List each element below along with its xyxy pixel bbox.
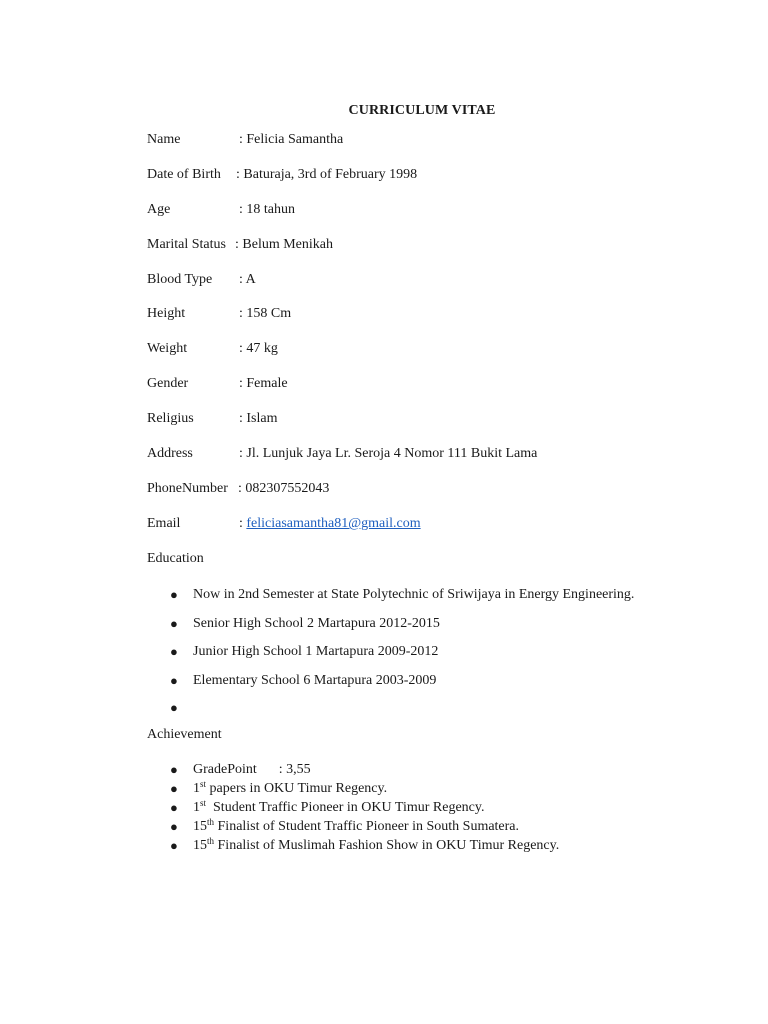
gradepoint-value: : 3,55 [278, 762, 311, 777]
achievement-rank-suffix: th [207, 836, 215, 846]
education-item-text: Junior High School 1 Martapura 2009-2012 [193, 644, 439, 659]
field-height [147, 305, 292, 323]
field-label: Weight [147, 341, 188, 356]
field-religion [147, 410, 278, 428]
bullet-dot-icon: ● [170, 819, 178, 834]
field-weight [147, 340, 278, 358]
field-label: Address [147, 446, 193, 461]
field-label: Religius [147, 411, 194, 426]
email-link[interactable]: feliciasamantha81@gmail.com [246, 516, 421, 531]
achievement-item-text [193, 838, 559, 854]
achievement-item-text [193, 819, 519, 835]
achievement-rank-suffix: st [200, 798, 207, 808]
achievement-rank-suffix: th [207, 817, 215, 827]
education-item-text: Elementary School 6 Martapura 2003-2009 [193, 673, 437, 688]
field-gender [147, 375, 288, 393]
field-value: : 158 Cm [239, 306, 292, 321]
bullet-dot-icon: ● [170, 800, 178, 815]
achievement-rank: 15 [193, 838, 207, 853]
field-value: : 18 tahun [239, 202, 295, 217]
field-value: : 082307552043 [238, 481, 330, 496]
achievement-item-text [193, 762, 311, 778]
education-item-text: Senior High School 2 Martapura 2012-2015 [193, 616, 440, 631]
achievement-desc: papers in OKU Timur Regency. [206, 781, 388, 796]
field-value: : Belum Menikah [235, 237, 333, 252]
achievement-rank-suffix: st [200, 779, 207, 789]
bullet-dot-icon: ● [170, 616, 178, 631]
gradepoint-label: GradePoint [193, 762, 257, 777]
achievement-desc: Finalist of Muslimah Fashion Show in OKU Timur Regency. [214, 838, 560, 853]
achievement-rank: 1 [193, 781, 200, 796]
education-heading: Education [147, 551, 204, 566]
achievement-rank: 1 [193, 800, 200, 815]
field-label: Marital Status [147, 237, 226, 252]
bullet-dot-icon: ● [170, 673, 178, 688]
field-label: PhoneNumber [147, 481, 228, 496]
field-name [147, 131, 344, 149]
field-age [147, 201, 295, 219]
bullet-dot-icon: ● [170, 781, 178, 796]
field-value: : Felicia Samantha [239, 132, 344, 147]
field-date-of-birth [147, 166, 418, 184]
field-label: Date of Birth [147, 167, 221, 182]
education-item-text: Now in 2nd Semester at State Polytechnic of Sriwijaya in Energy Engineering. [193, 587, 635, 602]
field-phone-number [147, 480, 330, 498]
field-value: : A [239, 272, 256, 287]
field-label: Name [147, 132, 181, 147]
achievement-item-text [193, 800, 484, 816]
field-value: : Baturaja, 3rd of February 1998 [236, 167, 418, 182]
field-value: : Jl. Lunjuk Jaya Lr. Seroja 4 Nomor 111 Bukit Lama [239, 446, 538, 461]
bullet-dot-icon: ● [170, 644, 178, 659]
field-address [147, 445, 538, 463]
achievement-heading: Achievement [147, 727, 222, 742]
bullet-dot-icon: ● [170, 838, 178, 853]
field-value: : 47 kg [239, 341, 278, 356]
field-value: : Islam [239, 411, 278, 426]
bullet-dot-icon: ● [170, 587, 178, 602]
field-label: Height [147, 306, 186, 321]
field-email [147, 515, 421, 533]
field-value [239, 515, 421, 533]
field-label: Gender [147, 376, 189, 391]
field-label: Blood Type [147, 272, 213, 287]
bullet-dot-icon: ● [170, 700, 178, 715]
field-marital-status [147, 236, 333, 254]
achievement-desc: Student Traffic Pioneer in OKU Timur Regency. [206, 800, 485, 815]
email-colon: : [239, 516, 247, 531]
field-value: : Female [239, 376, 288, 391]
page-title: CURRICULUM VITAE [348, 103, 496, 118]
achievement-desc: Finalist of Student Traffic Pioneer in South Sumatera. [214, 819, 520, 834]
field-label: Age [147, 202, 171, 217]
bullet-dot-icon: ● [170, 762, 178, 777]
achievement-item-text [193, 781, 387, 797]
field-blood-type [147, 271, 256, 289]
achievement-rank: 15 [193, 819, 207, 834]
field-label: Email [147, 516, 181, 531]
